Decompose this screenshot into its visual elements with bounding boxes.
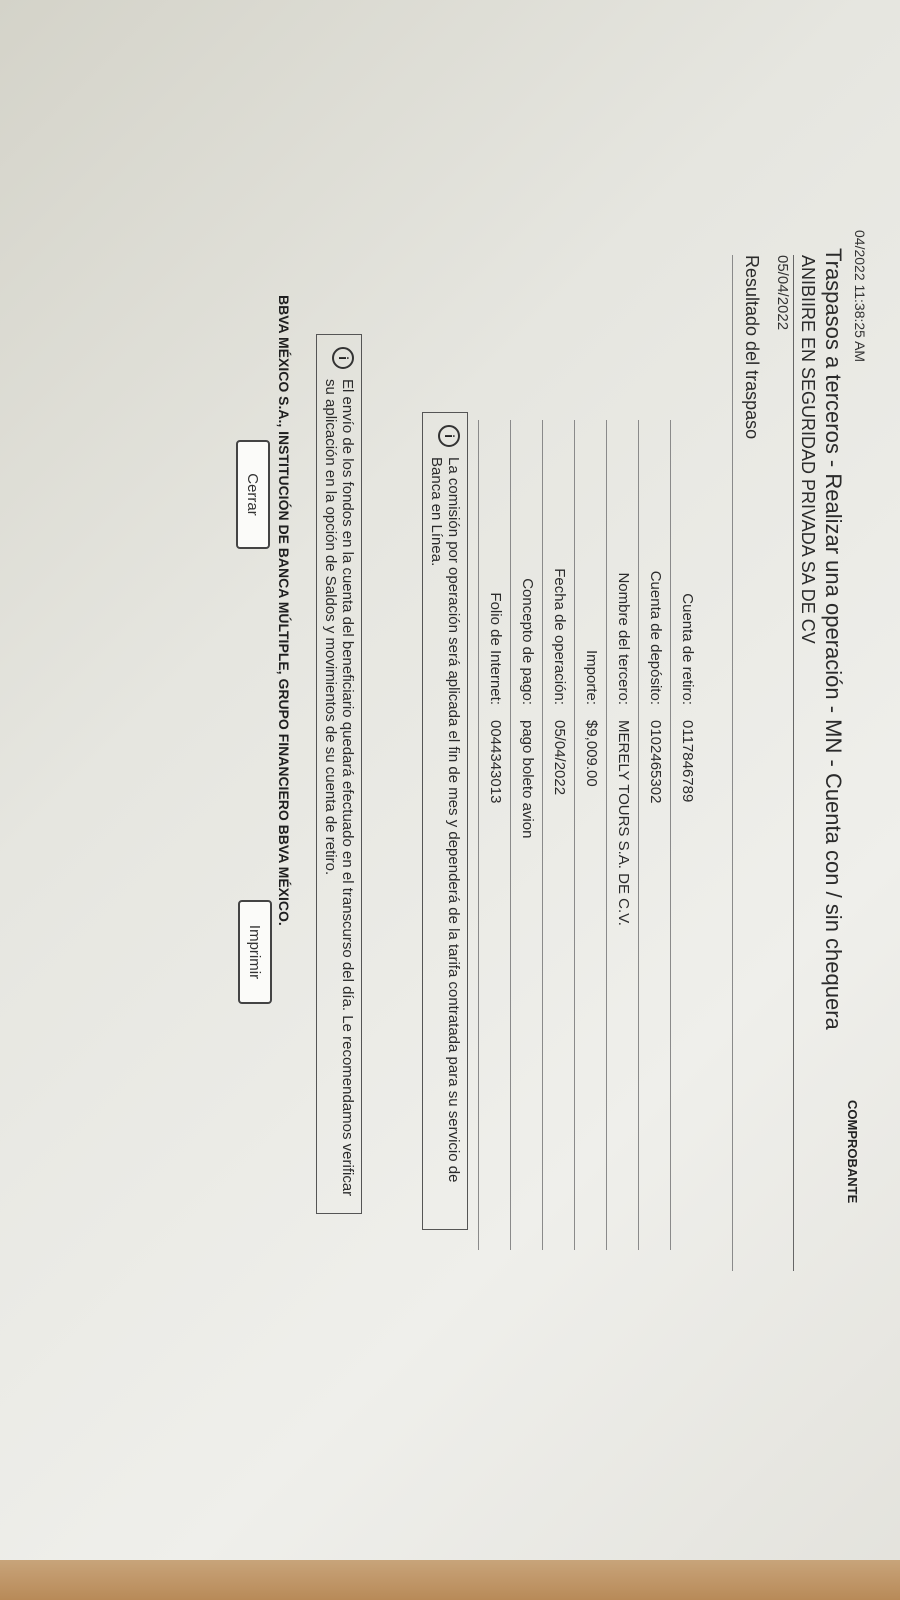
detail-label: Cuenta de retiro: (679, 593, 696, 705)
transfer-details (478, 420, 702, 1250)
detail-row-amount (574, 420, 606, 1250)
detail-label: Cuenta de depósito: (647, 570, 664, 705)
detail-row-third-party-name (606, 420, 638, 1250)
info-icon: i (438, 425, 460, 447)
detail-label: Folio de Internet: (487, 592, 504, 705)
funds-notice (316, 334, 362, 1214)
detail-label: Nombre del tercero: (615, 572, 632, 705)
detail-label: Importe: (583, 649, 600, 705)
divider (793, 255, 794, 1271)
info-icon: i (332, 347, 354, 369)
company-name: ANIBIIRE EN SEGURIDAD PRIVADA SA DE CV (798, 255, 818, 644)
detail-label: Fecha de operación: (551, 568, 568, 705)
detail-row-deposit-account (638, 420, 670, 1250)
divider (732, 255, 733, 1271)
header-date: 05/04/2022 (774, 255, 791, 331)
detail-value: 0102465302 (647, 720, 664, 804)
notice-text: El envío de los fondos en la cuenta del beneficiario quedará efectuado en el transcurso del día. Le recomendamos verificar su aplicación en la opción de Saldos y movimientos de su cuenta de retiro. (322, 379, 356, 1197)
detail-value: MERELY TOURS S.A. DE C.V. (615, 720, 632, 926)
detail-value: pago boleto avion (519, 720, 536, 839)
detail-value: 0044343013 (487, 720, 504, 804)
detail-row-operation-date (542, 420, 574, 1250)
print-timestamp: 04/2022 11:38:25 AM (852, 230, 868, 363)
detail-label: Concepto de pago: (519, 578, 536, 705)
print-button[interactable]: Imprimir (238, 900, 272, 1004)
commission-notice (422, 412, 468, 1230)
notice-text: La comisión por operación será aplicada el fin de mes y dependerá de la tarifa contratada para su servicio de Banca en Línea. (428, 457, 462, 1183)
detail-row-internet-folio (478, 420, 510, 1250)
detail-row-withdrawal-account (670, 420, 702, 1250)
page-title: Traspasos a terceros - Realizar una operación - MN - Cuenta con / sin chequera (821, 248, 846, 1030)
close-button[interactable]: Cerrar (236, 440, 270, 549)
institution-footer: BBVA MÉXICO S.A., INSTITUCIÓN DE BANCA MÚLTIPLE, GRUPO FINANCIERO BBVA MÉXICO. (276, 295, 292, 926)
detail-value: 0117846789 (679, 720, 696, 803)
detail-value: 05/04/2022 (551, 720, 568, 796)
section-title: Resultado del traspaso (742, 255, 762, 440)
receipt-label: COMPROBANTE (845, 1100, 860, 1204)
detail-value: $9,009.00 (583, 720, 600, 787)
detail-row-payment-concept (510, 420, 542, 1250)
